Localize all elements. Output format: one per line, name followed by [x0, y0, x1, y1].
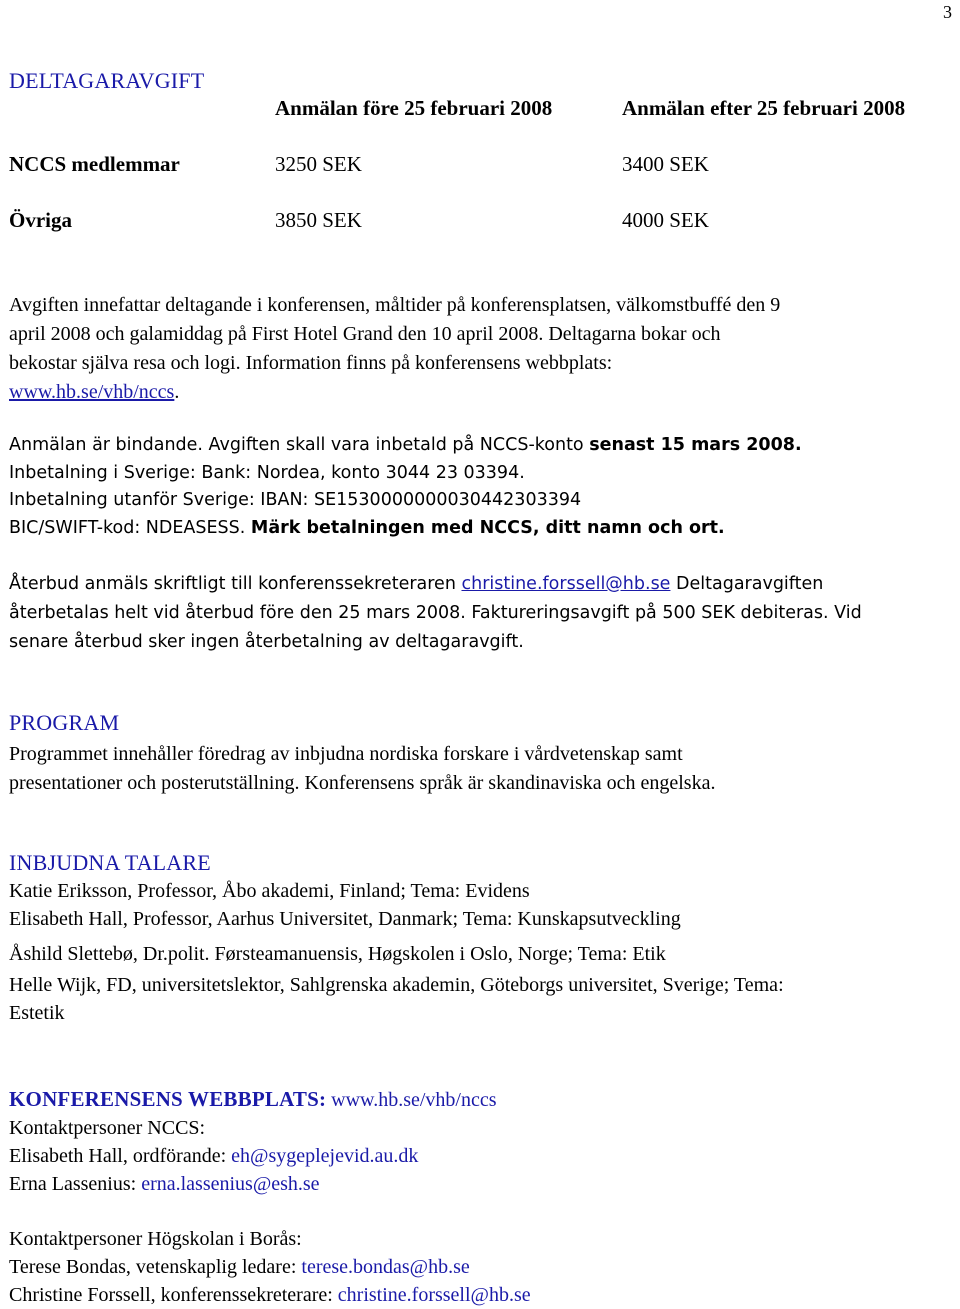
program-heading: PROGRAM — [9, 710, 120, 735]
price-members-after: 3400 SEK — [622, 152, 709, 176]
nccs-contacts-label: Kontaktpersoner NCCS: — [9, 1117, 206, 1139]
speaker-item: Elisabeth Hall, Professor, Aarhus Universitet, Danmark; Tema: Kunskapsutveckling — [9, 908, 681, 930]
price-members-before: 3250 SEK — [275, 152, 362, 176]
fee-paragraph — [9, 291, 780, 407]
website-heading: KONFERENSENS WEBBPLATS: — [9, 1087, 327, 1111]
price-others-after: 4000 SEK — [622, 208, 709, 232]
page-number: 3 — [943, 2, 952, 22]
row-label-others: Övriga — [9, 208, 72, 232]
domestic-payment: Inbetalning i Sverige: Bank: Nordea, konto 3044 23 03394. — [9, 462, 525, 483]
speakers-heading: INBJUDNA TALARE — [9, 850, 211, 875]
contact-email[interactable]: erna.lassenius@esh.se — [141, 1173, 320, 1195]
fee-para-line: Avgiften innefattar deltagande i konferensen, måltider på konferensplatsen, välkomstbuffé den 9 — [9, 294, 781, 316]
fee-para-line: april 2008 och galamiddag på First Hotel Grand den 10 april 2008. Deltagarna bokar och — [9, 323, 721, 345]
contact-email[interactable]: eh@sygeplejevid.au.dk — [231, 1145, 419, 1167]
cancel-text: Återbud anmäls skriftligt till konferenssekreteraren — [9, 574, 462, 594]
secretary-email-link[interactable]: christine.forssell@hb.se — [461, 574, 671, 594]
contact-name: Terese Bondas, vetenskaplig ledare: — [9, 1256, 302, 1278]
mark-payment-text: Märk betalningen med NCCS, ditt namn och ort. — [250, 517, 725, 538]
hb-contacts-label: Kontaktpersoner Högskolan i Borås: — [9, 1228, 302, 1250]
program-text — [9, 740, 715, 798]
cancel-line: återbetalas helt vid återbud före den 25 mars 2008. Faktureringsavgift på 500 SEK debiteras. Vid — [9, 603, 862, 623]
period: . — [174, 381, 180, 403]
col-header-after: Anmälan efter 25 februari 2008 — [622, 96, 906, 120]
contact-email[interactable]: terese.bondas@hb.se — [301, 1256, 470, 1278]
contact-name: Elisabeth Hall, ordförande: — [9, 1145, 232, 1167]
iban-payment: Inbetalning utanför Sverige: IBAN: SE1530000000030442303394 — [9, 490, 582, 510]
website-url[interactable]: www.hb.se/vhb/nccs — [326, 1089, 497, 1111]
fee-para-line: bekostar själva resa och logi. Information finns på konferensens webbplats: — [9, 352, 613, 374]
contact-name: Christine Forssell, konferenssekreterare: — [9, 1284, 338, 1306]
fee-heading: DELTAGARAVGIFT — [9, 68, 205, 93]
speaker-item: Estetik — [9, 1002, 65, 1024]
program-line: presentationer och posterutställning. Konferensens språk är skandinaviska och engelska. — [9, 772, 716, 794]
bic-text: BIC/SWIFT-kod: NDEASESS. — [9, 517, 251, 538]
row-label-members: NCCS medlemmar — [9, 152, 180, 176]
program-line: Programmet innehåller föredrag av inbjudna nordiska forskare i vårdvetenskap samt — [9, 743, 683, 765]
cancel-line: senare återbud sker ingen återbetalning av deltagaravgift. — [9, 632, 524, 652]
contacts-web — [9, 1085, 497, 1198]
website-link[interactable]: www.hb.se/vhb/nccs — [9, 381, 175, 403]
cancellation-info — [9, 570, 862, 657]
cancel-text-2: Deltagaravgiften — [670, 574, 824, 594]
price-others-before: 3850 SEK — [275, 208, 362, 232]
col-header-before: Anmälan före 25 februari 2008 — [275, 96, 553, 120]
speaker-item: Åshild Slettebø, Dr.polit. Førsteamanuensis, Høgskolen i Oslo, Norge; Tema: Etik — [9, 943, 666, 965]
deadline-text: senast 15 mars 2008. — [589, 435, 802, 455]
speaker-item: Helle Wijk, FD, universitetslektor, Sahlgrenska akademin, Göteborgs universitet, Sverige; Tema: — [9, 974, 784, 996]
speaker-item: Katie Eriksson, Professor, Åbo akademi, Finland; Tema: Evidens — [9, 880, 530, 902]
contacts-hb — [9, 1225, 531, 1309]
payment-info — [9, 432, 802, 542]
contact-email[interactable]: christine.forssell@hb.se — [337, 1284, 531, 1306]
binding-text: Anmälan är bindande. Avgiften skall vara inbetald på NCCS-konto — [9, 435, 590, 455]
contact-name: Erna Lassenius: — [9, 1173, 142, 1195]
